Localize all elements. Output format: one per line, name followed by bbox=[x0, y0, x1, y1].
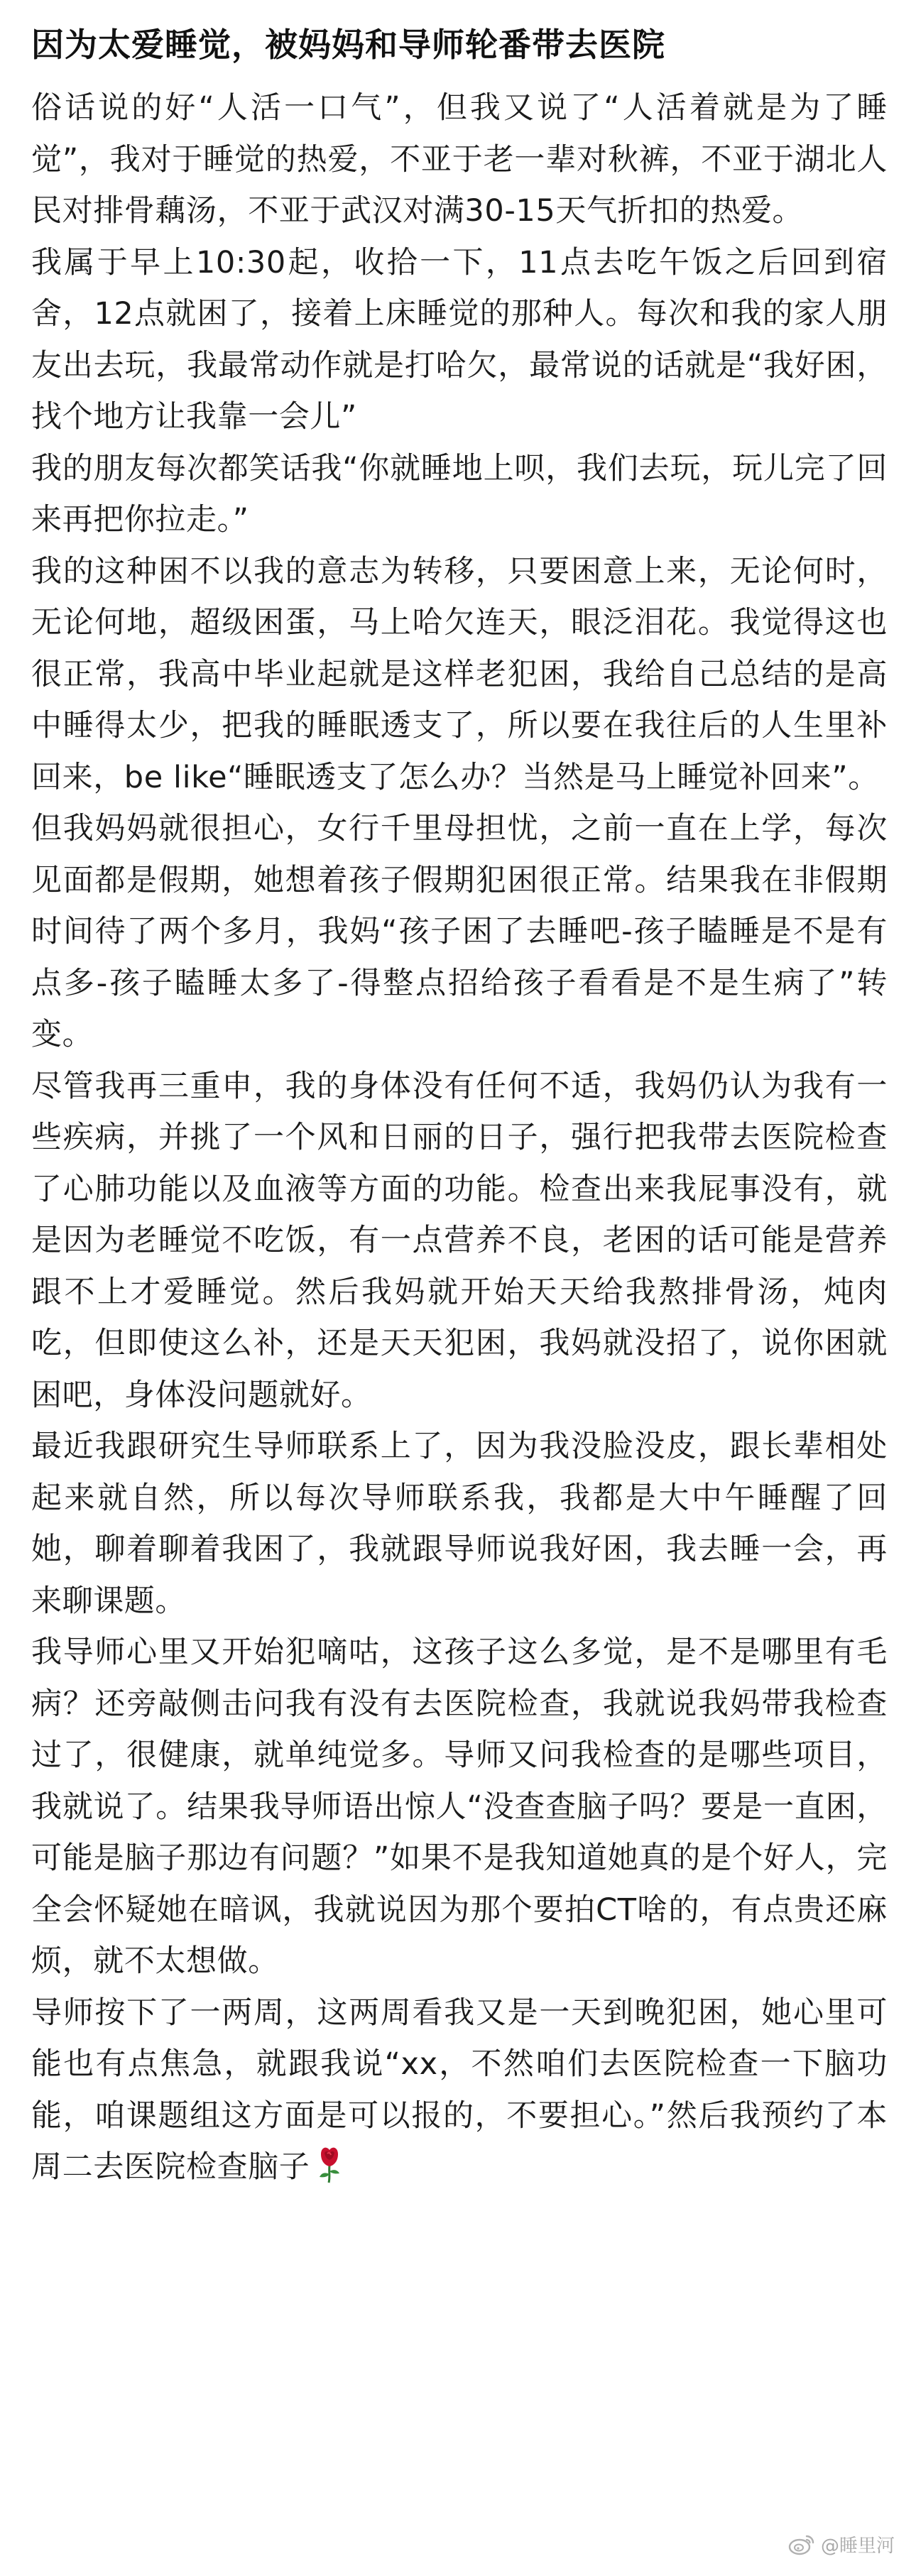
paragraph-text: 导师按下了一两周，这两周看我又是一天到晚犯困，她心里可能也有点焦急，就跟我说“xx，不然咱们去医院检查一下脑功能，咱课题组这方面是可以报的，不要担心。”然后我预约了本周二去医院检查脑子 bbox=[31, 1994, 888, 2185]
paragraph: 我的这种困不以我的意志为转移，只要困意上来，无论何时，无论何地，超级困蛋，马上哈欠连天，眼泛泪花。我觉得这也很正常，我高中毕业起就是这样老犯困，我给自己总结的是高中睡得太少，把我的睡眠透支了，所以要在我往后的人生里补回来，be like“睡眠透支了怎么办？当然是马上睡觉补回来”。 bbox=[31, 553, 888, 795]
last-paragraph bbox=[31, 1987, 888, 2193]
article-title: 因为太爱睡觉，被妈妈和导师轮番带去医院 bbox=[31, 26, 665, 64]
paragraph: 我的朋友每次都笑话我“你就睡地上呗，我们去玩，玩儿完了回来再把你拉走。” bbox=[31, 450, 888, 537]
paragraph: 但我妈妈就很担心，女行千里母担忧，之前一直在上学，每次见面都是假期，她想着孩子假期犯困很正常。结果我在非假期时间待了两个多月，我妈“孩子困了去睡吧-孩子瞌睡是不是有点多-孩子瞌睡太多了-得整点招给孩子看看是不是生病了”转变。 bbox=[31, 811, 888, 1052]
paragraph: 我导师心里又开始犯嘀咕，这孩子这么多觉，是不是哪里有毛病？还旁敲侧击问我有没有去医院检查，我就说我妈带我检查过了，很健康，就单纯觉多。导师又问我检查的是哪些项目，我就说了。结果我导师语出惊人“没查查脑子吗？要是一直困，可能是脑子那边有问题？”如果不是我知道她真的是个好人，完全会怀疑她在暗讽，我就说因为那个要拍CT啥的，有点贵还麻烦，就不太想做。 bbox=[31, 1634, 888, 1979]
rose-icon bbox=[314, 2144, 345, 2184]
paragraph: 尽管我再三重申，我的身体没有任何不适，我妈仍认为我有一些疾病，并挑了一个风和日丽的日子，强行把我带去医院检查了心肺功能以及血液等方面的功能。检查出来我屁事没有，就是因为老睡觉不吃饭，有一点营养不良，老困的话可能是营养跟不上才爱睡觉。然后我妈就开始天天给我熬排骨汤，炖肉吃，但即使这么补，还是天天犯困，我妈就没招了，说你困就困吧，身体没问题就好。 bbox=[31, 1068, 888, 1413]
weibo-icon bbox=[788, 2533, 815, 2556]
watermark bbox=[788, 2531, 895, 2558]
paragraph: 我属于早上10:30起，收拾一下，11点去吃午饭之后回到宿舍，12点就困了，接着上床睡觉的那种人。每次和我的家人朋友出去玩，我最常动作就是打哈欠，最常说的话就是“我好困，找个地方让我靠一会儿” bbox=[31, 244, 888, 435]
watermark-text: @睡里河 bbox=[820, 2536, 895, 2557]
paragraph: 俗话说的好“人活一口气”，但我又说了“人活着就是为了睡觉”，我对于睡觉的热爱，不亚于老一辈对秋裤，不亚于湖北人民对排骨藕汤，不亚于武汉对满30-15天气折扣的热爱。 bbox=[31, 90, 888, 229]
paragraph: 最近我跟研究生导师联系上了，因为我没脸没皮，跟长辈相处起来就自然，所以每次导师联系我，我都是大中午睡醒了回她，聊着聊着我困了，我就跟导师说我好困，我去睡一会，再来聊课题。 bbox=[31, 1429, 888, 1619]
